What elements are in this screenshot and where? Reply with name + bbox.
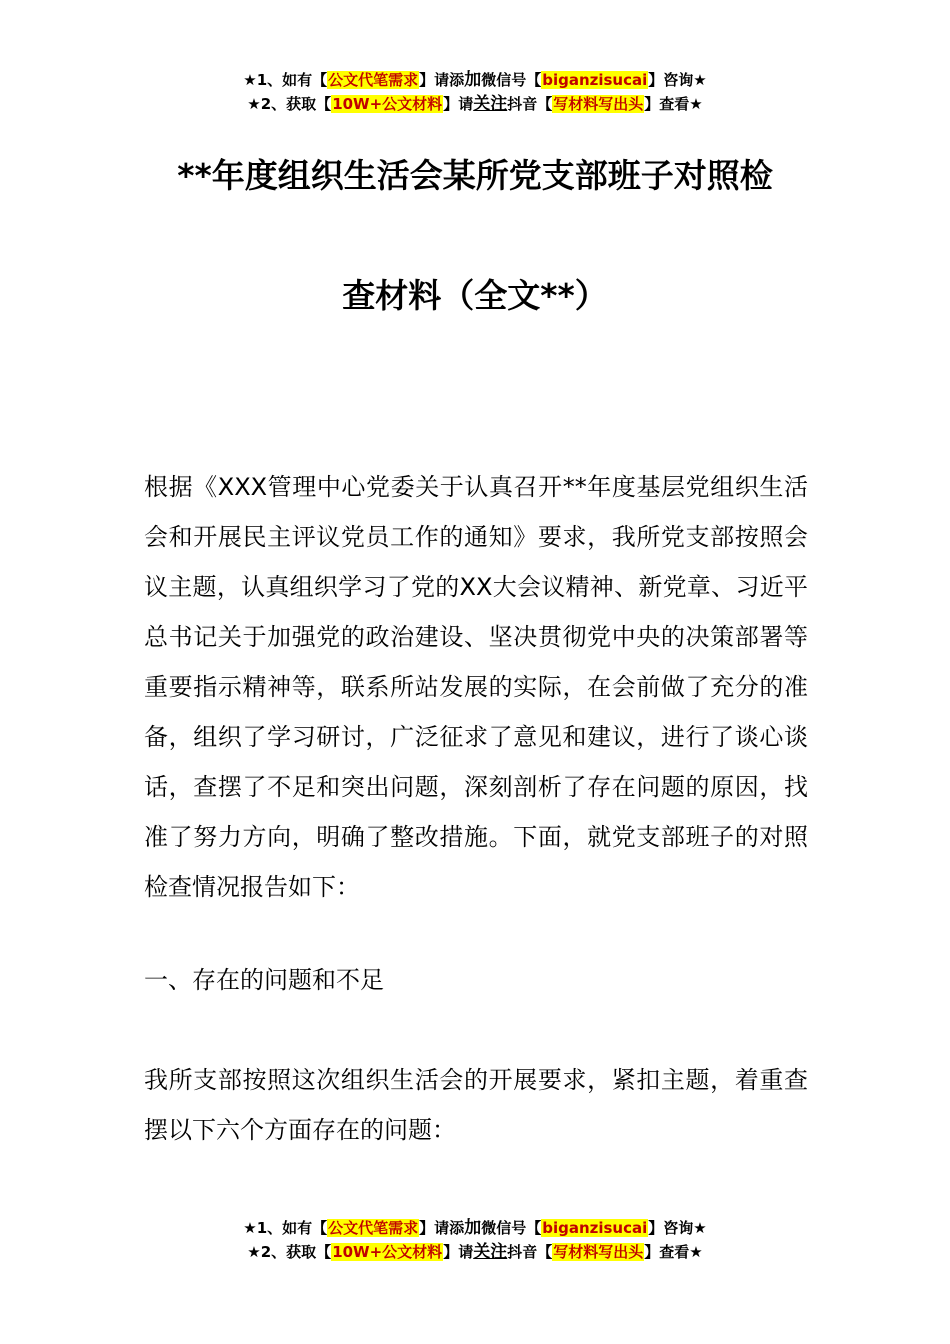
intro-paragraph: 根据《XXX管理中心党委关于认真召开**年度基层党组织生活会和开展民主评议党员工作的通知》要求，我所党支部按照会议主题，认真组织学习了党的XX大会议精神、新党章、习近平总书记关于加强党的政治建设、坚决贯彻党中央的决策部署等重要指示精神等，联系所站发展的实际，在会前做了充分的准备，组织了学习研讨，广泛征求了意见和建议，进行了谈心谈话，查摆了不足和突出问题，深刻剖析了存在问题的原因，找准了努力方向，明确了整改措施。下面，就党支部班子的对照检查情况报告如下： (144, 473, 808, 901)
highlight-wechat-id: biganzisucai (542, 71, 648, 89)
banner-line-2 (0, 92, 950, 116)
banner-text: 微信号【 (481, 1219, 542, 1237)
banner-line-1 (0, 1216, 950, 1240)
highlight-materials: 10W+公文材料 (332, 1243, 443, 1261)
banner-text: 】咨询★ (648, 71, 707, 89)
banner-text: ★1、如有【 (243, 71, 328, 89)
banner-line-1 (0, 68, 950, 92)
banner-text: 抖音【 (507, 95, 553, 113)
banner-text: 】查看★ (644, 1243, 703, 1261)
highlight-douyin: 写材料写出头 (553, 95, 644, 113)
document-title-line-1: **年度组织生活会某所党支部班子对照检 (177, 156, 773, 195)
banner-line-2 (0, 1240, 950, 1264)
banner-text: 】查看★ (644, 95, 703, 113)
banner-text: 抖音【 (507, 1243, 553, 1261)
header-banner (0, 68, 950, 116)
banner-text: 】请添 (419, 1219, 465, 1237)
banner-text: ★2、获取【 (247, 95, 332, 113)
section-paragraph: 我所支部按照这次组织生活会的开展要求，紧扣主题，着重查摆以下六个方面存在的问题： (144, 1066, 808, 1144)
banner-text: 】咨询★ (648, 1219, 707, 1237)
document-title-line-2: 查材料（全文**） (342, 276, 608, 315)
banner-emphasis: 关注 (473, 94, 508, 114)
banner-emphasis: 关注 (473, 1242, 508, 1262)
banner-text: ★2、获取【 (247, 1243, 332, 1261)
highlight-materials: 10W+公文材料 (332, 95, 443, 113)
banner-emphasis: 加 (464, 1218, 482, 1238)
highlight-douyin: 写材料写出头 (553, 1243, 644, 1261)
highlight-wechat-id: biganzisucai (542, 1219, 648, 1237)
banner-emphasis: 加 (464, 70, 482, 90)
footer-banner (0, 1216, 950, 1264)
highlight-need: 公文代笔需求 (328, 1219, 419, 1237)
banner-text: 】请 (443, 1243, 474, 1261)
banner-text: 】请 (443, 95, 474, 113)
banner-text: ★1、如有【 (243, 1219, 328, 1237)
banner-text: 微信号【 (481, 71, 542, 89)
highlight-need: 公文代笔需求 (328, 71, 419, 89)
banner-text: 】请添 (419, 71, 465, 89)
section-heading: 一、存在的问题和不足 (144, 966, 384, 994)
